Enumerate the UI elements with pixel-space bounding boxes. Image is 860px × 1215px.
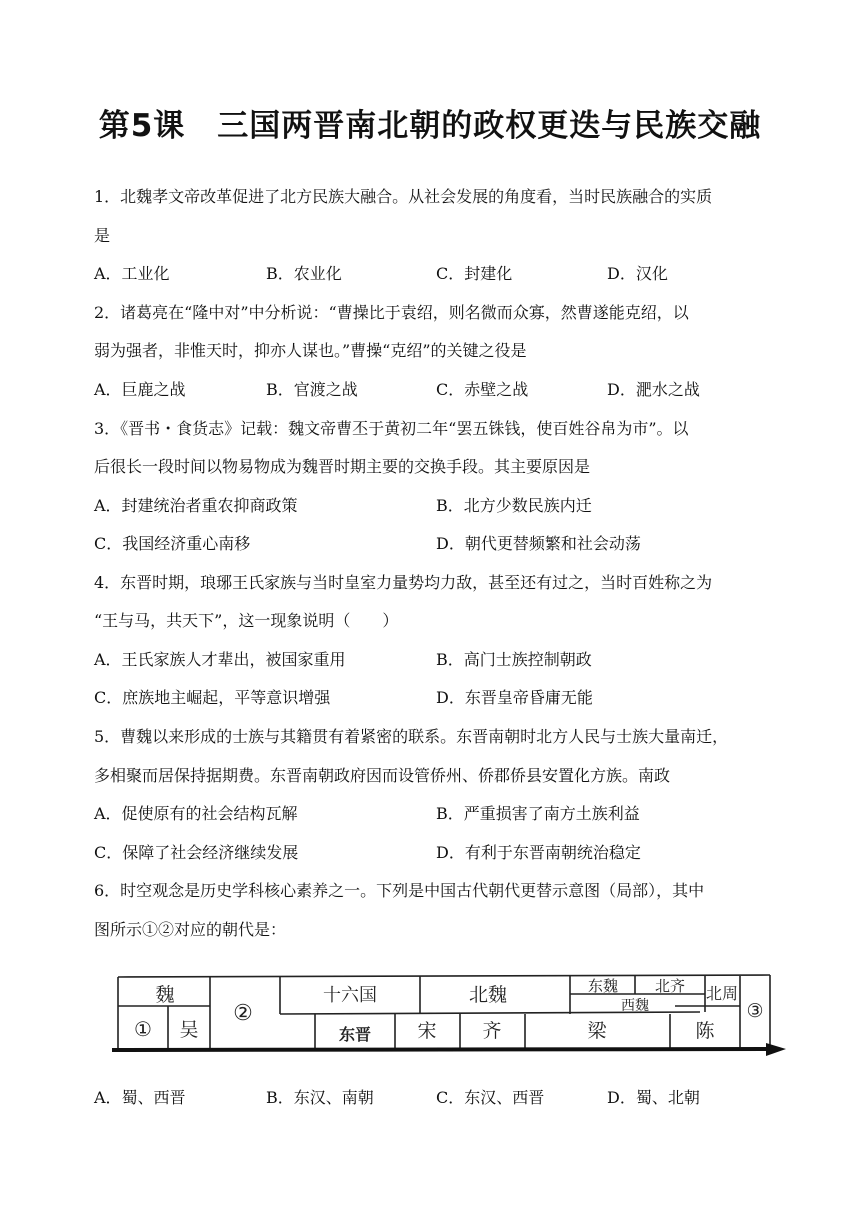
q5-option-a: A．促使原有的社会结构瓦解 [94, 804, 298, 823]
question-2-line-2: 弱为强者，非惟天时，抑亦人谋也。”曹操“克绍”的关键之役是 [94, 341, 527, 360]
q1-option-a: A．工业化 [94, 264, 170, 283]
timeline-label-wu: 吴 [179, 1019, 199, 1041]
q4-option-c: C．庶族地主崛起，平等意识增强 [94, 688, 331, 707]
timeline-label-song: 宋 [417, 1020, 437, 1042]
question-5-line-1: 5．曹魏以来形成的士族与其籍贯有着紧密的联系。东晋南朝时北方人民与士族大量南迁， [94, 727, 729, 746]
timeline-label-chen: 陈 [695, 1020, 715, 1042]
q2-option-c: C．赤壁之战 [436, 380, 529, 399]
q3-option-c: C．我国经济重心南移 [94, 534, 251, 553]
timeline-label-1: ① [134, 1017, 152, 1041]
timeline-label-2: ② [233, 1001, 253, 1026]
q2-option-a: A．巨鹿之战 [94, 380, 186, 399]
q1-option-b: B．农业化 [266, 264, 342, 283]
q3-option-d: D．朝代更替频繁和社会动荡 [436, 534, 641, 553]
question-4-line-1: 4．东晋时期，琅琊王氏家族与当时皇室力量势均力敌，甚至还有过之，当时百姓称之为 [94, 573, 713, 592]
q4-option-d: D．东晋皇帝昏庸无能 [436, 688, 593, 707]
timeline-label-liang: 梁 [587, 1020, 607, 1042]
q5-option-c: C．保障了社会经济继续发展 [94, 843, 299, 862]
timeline-label-qi: 齐 [482, 1020, 502, 1042]
timeline-label-dongwei: 东魏 [587, 977, 619, 995]
q4-option-a: A．王氏家族人才辈出，被国家重用 [94, 650, 346, 669]
question-3-line-1: 3．《晋书・食货志》记载：魏文帝曹丕于黄初二年“罢五铢钱，使百姓谷帛为市”。以 [94, 419, 689, 438]
timeline-label-xiwei: 西魏 [621, 998, 649, 1014]
timeline-label-shiliuguo: 十六国 [323, 985, 377, 1006]
page-title: 第5课 三国两晋南北朝的政权更迭与民族交融 [98, 108, 762, 144]
timeline-label-beiqi: 北齐 [654, 977, 686, 995]
question-5-line-2: 多相聚而居保持据期费。东晋南朝政府因而设管侨州、侨郡侨县安置化方族。南政 [94, 766, 671, 785]
question-3-line-2: 后很长一段时间以物易物成为魏晋时期主要的交换手段。其主要原因是 [94, 457, 591, 476]
q5-option-d: D．有利于东晋南朝统治稳定 [436, 843, 641, 862]
dynasty-timeline-diagram [110, 970, 790, 1060]
q4-option-b: B．高门士族控制朝政 [436, 650, 592, 669]
q6-option-c: C．东汉、西晋 [436, 1088, 545, 1107]
question-4-line-2: “王与马，共天下”，这一现象说明（ ） [94, 611, 399, 630]
timeline-label-beizhou: 北周 [705, 984, 739, 1003]
question-1-line-1: 1．北魏孝文帝改革促进了北方民族大融合。从社会发展的角度看，当时民族融合的实质 [94, 187, 713, 206]
question-6-line-1: 6．时空观念是历史学科核心素养之一。下列是中国古代朝代更替示意图（局部），其中 [94, 881, 705, 900]
q5-option-b: B．严重损害了南方土族利益 [436, 804, 640, 823]
q3-option-b: B．北方少数民族内迁 [436, 496, 592, 515]
q2-option-b: B．官渡之战 [266, 380, 358, 399]
question-1-line-2: 是 [94, 226, 111, 245]
q2-option-d: D．淝水之战 [607, 380, 700, 399]
q1-option-d: D．汉化 [607, 264, 668, 283]
question-6-line-2: 图所示①②对应的朝代是： [94, 920, 287, 939]
question-2-line-1: 2．诸葛亮在“隆中对”中分析说：“曹操比于袁绍，则名微而众寡，然曹遂能克绍，以 [94, 303, 689, 322]
timeline-label-dongjin: 东晋 [338, 1025, 372, 1044]
q1-option-c: C．封建化 [436, 264, 513, 283]
q6-option-d: D．蜀、北朝 [607, 1088, 700, 1107]
timeline-label-wei: 魏 [155, 984, 175, 1006]
timeline-label-beiwei: 北魏 [468, 984, 508, 1006]
q3-option-a: A．封建统治者重农抑商政策 [94, 496, 298, 515]
q6-option-b: B．东汉、南朝 [266, 1088, 374, 1107]
q6-option-a: A．蜀、西晋 [94, 1088, 186, 1107]
timeline-label-3: ③ [746, 1000, 764, 1022]
